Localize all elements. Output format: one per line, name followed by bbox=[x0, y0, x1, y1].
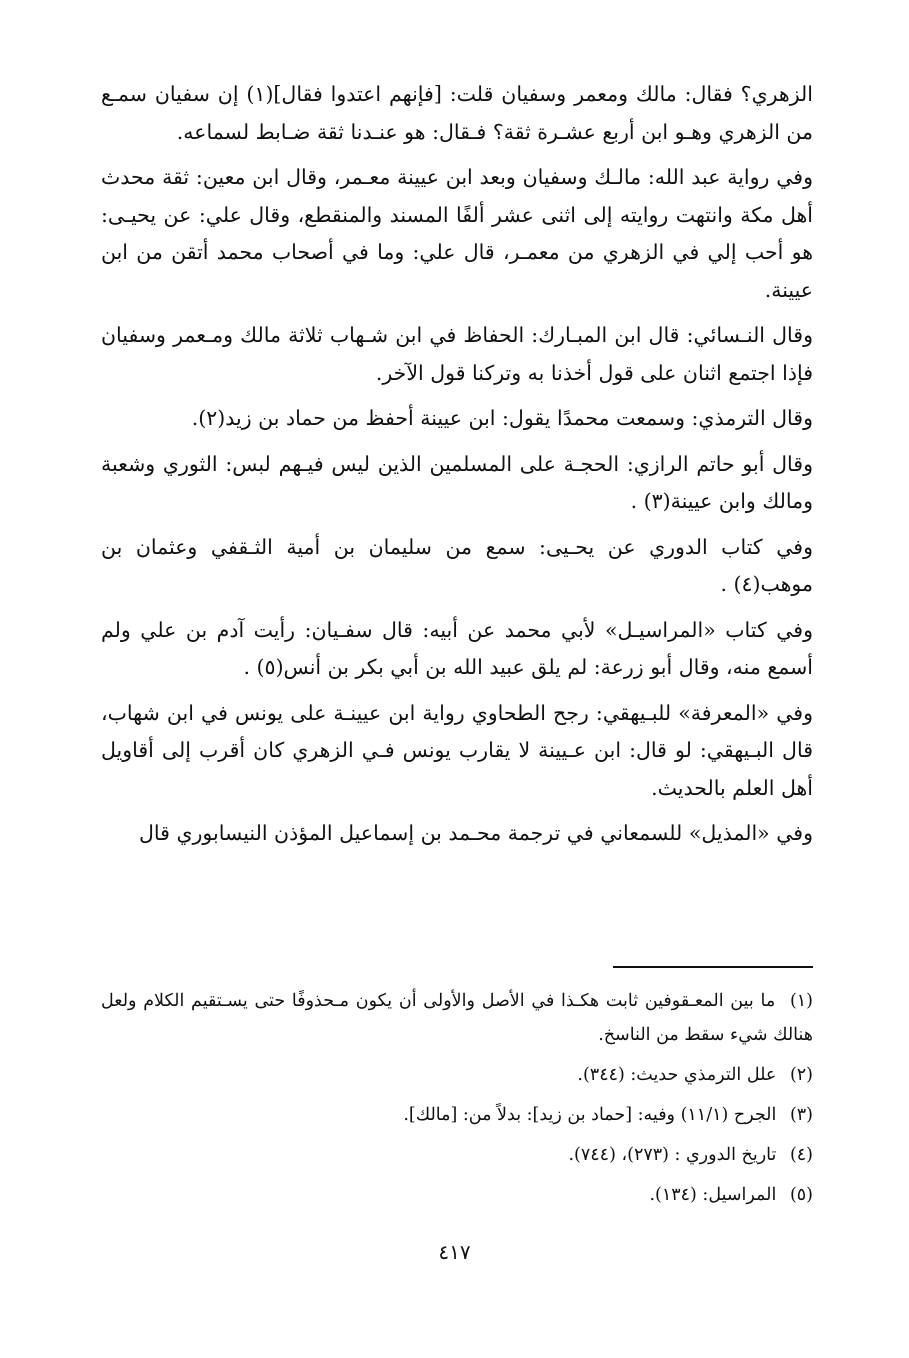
paragraph-4: وقال الترمذي: وسمعت محمدًا يقول: ابن عيينة أحفظ من حماد بن زيد(٢). bbox=[191, 406, 813, 430]
footnote-4 bbox=[101, 1138, 813, 1172]
footnote-5 bbox=[101, 1178, 813, 1212]
footnote-number: (٣) bbox=[789, 1105, 813, 1125]
footnote-text: علل الترمذي حديث: (٣٤٤). bbox=[577, 1065, 777, 1085]
footnote-1 bbox=[101, 984, 813, 1052]
paragraph-2: وفي رواية عبد الله: مالـك وسفيان وبعد ابن عيينة معـمر، وقال ابن معين: ثقة محدث أهل مكة وانتهت روايته إلى اثنى عشر ألفًا المسند والمنقطع، وقال علي: عن يحيـى: هو أحب إلي في الزهري من معمـر، قال علي: وما في أصحاب محمد أتقن من ابن عيينة. bbox=[101, 165, 813, 302]
footnote-text: تاريخ الدوري : (٢٧٣)، (٧٤٤). bbox=[568, 1145, 777, 1165]
footnote-text: ما بين المعـقوفين ثابت هكـذا في الأصل والأولى أن يكون مـحذوفًا حتى يسـتقيم الكلام ولعل هنالك شيء سقط من الناسخ. bbox=[101, 991, 813, 1045]
paragraph-8: وفي «المعرفة» للبـيهقي: رجح الطحاوي رواية ابن عيينـة على يونس في ابن شهاب، قال البـيهقي: لو قال: ابن عـيينة لا يقارب يونس فـي الزهري كان أقرب إلى أقاويل أهل العلم بالحديث. bbox=[101, 700, 813, 800]
paragraph-9: وفي «المذيل» للسمعاني في ترجمة محـمد بن إسماعيل المؤذن النيسابوري قال bbox=[139, 821, 813, 845]
footnote-number: (٢) bbox=[789, 1065, 813, 1085]
footnote-separator bbox=[613, 966, 813, 968]
paragraph-7: وفي كتاب «المراسيـل» لأبي محمد عن أبيه: قال سفـيان: رأيت آدم بن علي ولم أسمع منه، وقال أبو زرعة: لم يلق عبيد الله بن أبي بكر بن أنس(٥) . bbox=[101, 617, 813, 679]
footnote-number: (١) bbox=[789, 991, 813, 1011]
footnote-text: الجرح (١١/١) وفيه: [حماد بن زيد]: بدلاً من: [مالك]. bbox=[403, 1105, 777, 1125]
footnote-number: (٥) bbox=[789, 1185, 813, 1205]
footnote-number: (٤) bbox=[789, 1145, 813, 1165]
main-text bbox=[101, 76, 813, 853]
footnote-3 bbox=[101, 1098, 813, 1132]
paragraph-3: وقال النـسائي: قال ابن المبـارك: الحفاظ في ابن شـهاب ثلاثة مالك ومـعمر وسفيان فإذا اجتمع اثنان على قول أخذنا به وتركنا قول الآخر. bbox=[101, 323, 813, 385]
paragraph-1: الزهري؟ فقال: مالك ومعمر وسفيان قلت: [فإنهم اعتدوا فقال](١) إن سفيان سمـع من الزهري وهـو ابن أربع عشـرة ثقة؟ فـقال: هو عنـدنا ثقة ضـابط لسماعه. bbox=[101, 82, 813, 144]
footnotes bbox=[101, 984, 813, 1218]
paragraph-5: وقال أبو حاتم الرازي: الحجـة على المسلمين الذين ليس فيـهم لبس: الثوري وشعبة ومالك وابن عيينة(٣) . bbox=[101, 451, 813, 513]
footnote-2 bbox=[101, 1058, 813, 1092]
footnote-text: المراسيل: (١٣٤). bbox=[649, 1185, 777, 1205]
page-number: ٤١٧ bbox=[438, 1240, 471, 1264]
paragraph-6: وفي كتاب الدوري عن يحـيى: سمع من سليمان بن أمية الثـقفي وعثمان بن موهب(٤) . bbox=[101, 534, 813, 596]
